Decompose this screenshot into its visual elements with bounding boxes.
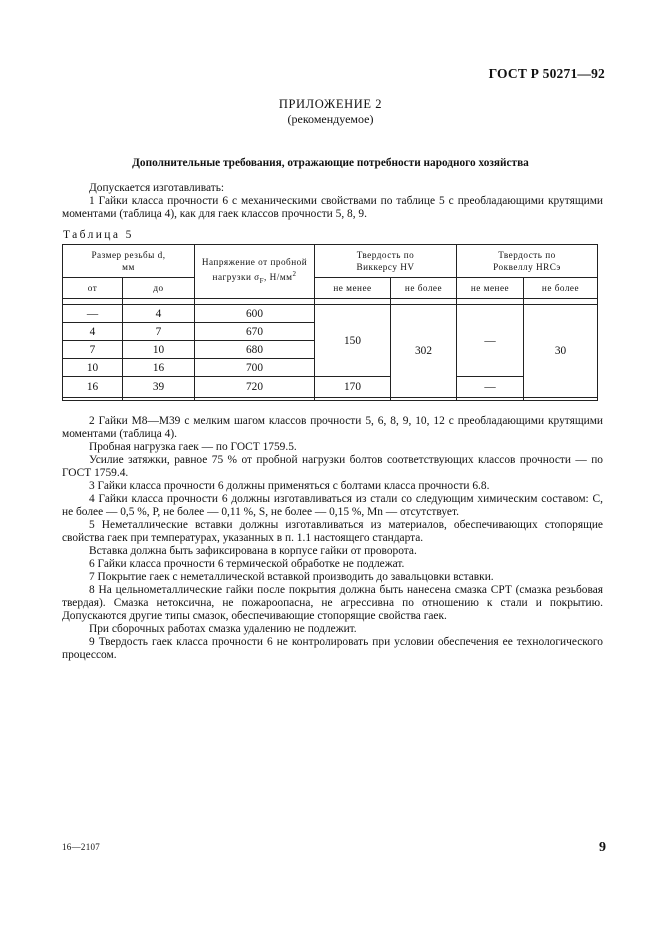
cell-from: 10 bbox=[63, 359, 123, 377]
cell-hrc-min-group1: — bbox=[457, 305, 524, 377]
cell-to: 4 bbox=[123, 305, 195, 323]
cell-from: 16 bbox=[63, 377, 123, 398]
header-proof-load: Напряжение от пробной нагрузки $\sigma_F$, $Н/мм^2$ bbox=[195, 245, 315, 299]
cell-from: 4 bbox=[63, 323, 123, 341]
header-to: до bbox=[123, 278, 195, 299]
cell-to: 7 bbox=[123, 323, 195, 341]
paragraph-3: 3 Гайки класса прочности 6 должны применяться с болтами класса прочности 6.8. bbox=[89, 480, 490, 492]
appendix-note: (рекомендуемое) bbox=[287, 112, 374, 126]
paragraph-5: 5 Неметаллические вставки должны изготавливаться из материалов, обеспечивающих стопорящие свойства гаек при температурах, указанных в п. 1.1 настоящего стандарта. bbox=[62, 519, 603, 544]
paragraph-7: 7 Покрытие гаек с неметаллической вставкой производить до завальцовки вставки. bbox=[89, 571, 494, 583]
cell-from: 7 bbox=[63, 341, 123, 359]
table-row bbox=[63, 305, 598, 323]
cell-hv-min-group1: 150 bbox=[315, 305, 391, 377]
cell-stress: 700 bbox=[195, 359, 315, 377]
paragraph-5a: Вставка должна быть зафиксирована в корпусе гайки от проворота. bbox=[89, 545, 417, 557]
cell-to: 39 bbox=[123, 377, 195, 398]
header-thread-size: Размер резьбы d, мм bbox=[63, 245, 195, 278]
paragraph-6: 6 Гайки класса прочности 6 термической обработке не подлежат. bbox=[89, 558, 405, 570]
section-subtitle: Дополнительные требования, отражающие потребности народного хозяйства bbox=[132, 157, 529, 169]
cell-stress: 670 bbox=[195, 323, 315, 341]
page-number: 9 bbox=[599, 840, 606, 855]
header-vickers: Твердость по Виккерсу HV bbox=[315, 245, 457, 278]
document-header: ГОСТ Р 50271—92 bbox=[488, 66, 605, 81]
header-hv-min: не менее bbox=[315, 278, 391, 299]
cell-stress: 600 bbox=[195, 305, 315, 323]
table-5 bbox=[62, 244, 598, 401]
cell-hv-max: 302 bbox=[391, 305, 457, 398]
paragraph-8a: При сборочных работах смазка удалению не подлежит. bbox=[89, 623, 357, 635]
intro-lead: Допускается изготавливать: bbox=[89, 182, 225, 194]
paragraph-9: 9 Твердость гаек класса прочности 6 не контролировать при условии обеспечения ее технологического процессом. bbox=[62, 636, 603, 661]
cell-to: 16 bbox=[123, 359, 195, 377]
intro-item-1: 1 Гайки класса прочности 6 с механическими свойствами по таблице 5 с преобладающими крутящими моментами (таблица 4), как для гаек классов прочности 5, 8, 9. bbox=[62, 195, 603, 220]
paragraph-8: 8 На цельнометаллические гайки после покрытия должна быть нанесена смазка СРТ (смазка резьбовая твердая). Смазка нетоксична, не пожароопасна, не агрессивна по отношению к стали и покрытию. Допускаются другие типы смазок, обеспечивающие стопорящие свойства гаек. bbox=[62, 584, 603, 622]
header-rockwell: Твердость по Роквеллу HRCэ bbox=[457, 245, 598, 278]
cell-hrc-min-group2: — bbox=[457, 377, 524, 398]
appendix-title: ПРИЛОЖЕНИЕ 2 bbox=[278, 97, 383, 111]
header-hrc-max: не более bbox=[524, 278, 598, 299]
header-hv-max: не более bbox=[391, 278, 457, 299]
cell-stress: 720 bbox=[195, 377, 315, 398]
header-hrc-min: не менее bbox=[457, 278, 524, 299]
print-code: 16—2107 bbox=[62, 842, 101, 852]
paragraph-2a: Пробная нагрузка гаек — по ГОСТ 1759.5. bbox=[89, 441, 297, 453]
table-row bbox=[63, 377, 598, 398]
paragraph-4: 4 Гайки класса прочности 6 должны изготавливаться из стали со следующим химическим составом: С, не более — 0,5 %, Р, не более — 0,11 %, S, не более — 0,15 %, Mn — отсутствует. bbox=[62, 493, 603, 518]
header-from: от bbox=[63, 278, 123, 299]
table-caption: Таблица 5 bbox=[63, 229, 134, 241]
cell-hrc-max: 30 bbox=[524, 305, 598, 398]
cell-hv-min-group2: 170 bbox=[315, 377, 391, 398]
cell-from: — bbox=[63, 305, 123, 323]
paragraph-2b: Усилие затяжки, равное 75 % от пробной нагрузки болтов соответствующих классов прочности — по ГОСТ 1759.4. bbox=[62, 454, 603, 479]
cell-stress: 680 bbox=[195, 341, 315, 359]
cell-to: 10 bbox=[123, 341, 195, 359]
paragraph-2: 2 Гайки М8—М39 с мелким шагом классов прочности 5, 6, 8, 9, 10, 12 с преобладающими крутящими моментами (таблица 4). bbox=[62, 415, 603, 440]
